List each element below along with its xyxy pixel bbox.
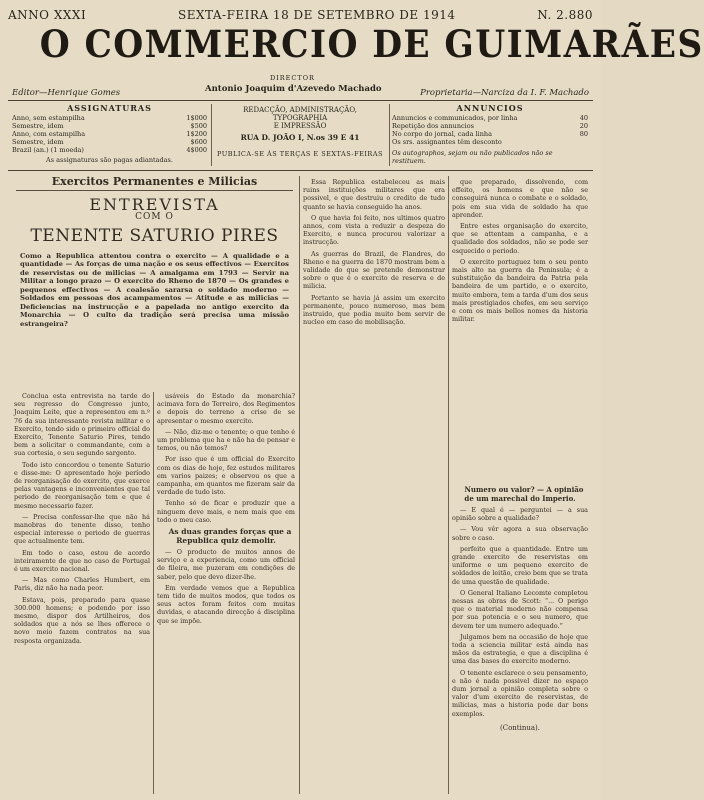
paragraph: Tenho só de ficar e produzir que a ninguem deve mais, e nem mais que em todo o meu caso. — [157, 499, 295, 524]
list-item: Anno, sem estampilha 1$000 — [12, 114, 207, 122]
list-item: Annuncios e communicados, por linha 40 — [392, 114, 588, 122]
paragraph: — Precisa confessar-lhe que não há manobras do tenente disso, tenho especial interesse o periodo de guerras que actualmente tem. — [14, 512, 150, 546]
paragraph: Estava, pois, preparado para quase 300.000 homens; e podendo por isso mesmo, dispor dos Artilheiros, dos soldados que a nós se lhes offerece o novo meio fazem contratos na sua resposta organizada. — [14, 595, 150, 645]
divider-rule — [8, 170, 593, 171]
paragraph: Em verdade vemos que a Republica tem tido de muitos modos, que todos os seus actos foram feitos com muitas duvidas, e atacando direcção á disciplina que se impõe. — [157, 583, 295, 625]
office-title: REDACÇÃO, ADMINISTRAÇÃO, TYPOGRAPHIA — [243, 106, 357, 122]
subsection-heading: Numero ou valor? — A opinião de um marechal do Imperio. — [464, 485, 584, 503]
paragraph: Em todo o caso, estou de acordo inteiramente de que no caso de Portugal é um exercito nacional. — [14, 548, 150, 574]
list-item: Repetição dos annuncios 20 — [392, 122, 588, 130]
list-item: Semestre, idem $600 — [12, 138, 207, 146]
paragraph: que preparado, dissolvendo, com effeito, os homens e que não se conseguirá nunca o combate e o soldado, pois em sua vida de soldado ha que aprender. — [452, 178, 588, 219]
masthead-credits — [0, 72, 601, 100]
paragraph: O General Italiano Lecomte completou nessas as obras de Scott: “... O perigo que o material moderno não compensa por sua potencia e o seu numero, que devem ter um numero adequado.” — [452, 588, 588, 630]
owner-credit: Proprietaria—Narciza da I. F. Machado — [420, 88, 589, 98]
list-item: Os srs. assignantes têm desconto — [392, 138, 502, 146]
issue-number: N. 2.880 — [537, 8, 593, 22]
article-with: COM O — [135, 212, 174, 223]
section-rule — [16, 190, 293, 191]
advertising-note: Os autographos, sejam ou não publicados não se restituem. — [392, 149, 553, 165]
article-column-1 — [14, 392, 150, 796]
subsection-heading: As duas grandes forças que a Republica quiz demolir. — [168, 527, 292, 546]
paragraph: Todo isto concordou o tenente Saturio e disse-me: O apresentado hoje período de reorganisação do exercito, que exerce pelas vantagens e inconvenientes que tal periodo de reorganisação tem e que é mesmo necessario fazer. — [14, 460, 150, 510]
article-column-4 — [452, 178, 588, 478]
paragraph: Julgamos bem na occasião de hoje que toda a sciencia militar está ainda nas mãos da estrategia, e que a disciplina é uma das bases do exercito moderno. — [452, 632, 588, 666]
publication-days: PUBLICA-SE ÁS TERÇAS E SEXTAS-FEIRAS — [217, 150, 383, 158]
article-column-5 — [452, 486, 588, 796]
list-item: Brazil (an.) (1 moeda) 4$000 — [12, 146, 207, 154]
section-title: Exercitos Permanentes e Milicias — [51, 175, 258, 188]
column-divider — [448, 176, 449, 794]
paragraph: Portanto se havia já assim um exercito permanente, pouco numeroso, mas bem instruido, que podia muito bem servir de nucleo em caso de mobilisação. — [303, 293, 445, 327]
paragraph: usáveis do Estado da monarchia? acimava fora do Terreiro, dos Regimentos e depois do terreno a crise de se apresentar o mesmo exercito. — [157, 392, 295, 425]
subscriptions-note: As assignaturas são pagas adiantadas. — [46, 156, 173, 164]
office-box — [215, 104, 385, 168]
issue-year: ANNO XXXI — [8, 8, 87, 22]
paragraph: Conclua esta entrevista na tarde do seu regresso do Congresso junto, Joaquim Leite, que a representou em n.º 76 da sua interessante revista militar e o Exercito, tendo sido o primeiro official do Exercito, Tenente Saturio Pires, tendo bem a solicitar o commandante, com a sua cortesia, o seu segundo sargento. — [14, 392, 150, 458]
article-column-2 — [157, 392, 295, 796]
paragraph: — O producto de muitos annos de serviço e a experiencia, como um official de fileira, me puzeram em condições de saber, pelo que devo dizer-lhe. — [157, 548, 295, 581]
office-address: RUA D. JOÃO I, N.os 39 E 41 — [240, 133, 360, 142]
column-divider — [153, 392, 154, 794]
paragraph: — Mas como Charles Humbert, em Paris, diz não ha nada peor. — [14, 576, 150, 593]
advertising-title: ANNUNCIOS — [456, 103, 524, 113]
paragraph: — Vou vêr agora a sua observação sobre o caso. — [452, 525, 588, 542]
list-item: Anno, com estampilha 1$200 — [12, 130, 207, 138]
paragraph: Por isso que é um official do Exercito com os dias de hoje, fez estudos militares em varios paizes; e observou os que a campanha, em quantos me fizeram sair da verdade de tudo isto. — [157, 455, 295, 497]
paragraph: perfeito que a quantidade. Entre um grande exercito de reservistas em uniforme e um pequeno exercito de soldados de leitão, creio bem que se trata de uma questão de qualidade. — [452, 544, 588, 586]
issue-date: SEXTA-FEIRA 18 DE SETEMBRO DE 1914 — [178, 8, 456, 22]
advertising-box — [392, 104, 588, 168]
paragraph: O tenente esclarece o seu pensamento, e não é nada possivel dizer no espaço dum jornal a opinião completa sobre o valor d'um exercito de reservistas, de milicias, mas a historia pode dar bons exemplos. — [452, 668, 588, 718]
column-divider — [389, 104, 390, 166]
column-divider — [211, 104, 212, 166]
list-item: Semestre, idem $500 — [12, 122, 207, 130]
paragraph: — Não, diz-me o tenente; o que tenho é um problema que ha e não ha de pensar e temos, ou não temos? — [157, 427, 295, 453]
article-column-3 — [303, 178, 445, 796]
paragraph: As guerras do Brazil, de Flandres, do Rheno e na guerra de 1870 mostram bem a validade do que se pretende demonstrar sobre o que é o exercito de reserva e de milicia. — [303, 249, 445, 291]
article-kicker: ENTREVISTA — [89, 195, 220, 215]
article-lead: Como a Republica attentou contra o exercito — A qualidade e a quantidade — As forças de uma nação e os seus effectivos — Exercitos de reservistas ou de milicias — A amalgama em 1793 — Servir na Militar a longo prazo — O exercito do Rheno de 1870 — Os grandes e pequenos effectivos — A coalesão sararsa o soldado moderno — Soldados em pessoas dos acampamentos — Atitude e as milicias — Deficiencias na instrucção e a papelada no antigo exercito da Monarchia — O culto da tradição será precisa uma missão estrangeira? — [20, 251, 289, 328]
paragraph: Entre estes organisação do exercito, que se attentam a campanha, e a qualidade dos soldados, não se pode ser esquecido o periodo. — [452, 222, 588, 255]
article-headline: TENENTE SATURIO PIRES — [30, 225, 279, 246]
editor-credit: Editor—Henrique Gomes — [12, 88, 121, 98]
paragraph: O que havia foi feito, nos ultimos quatro annos, com vista a reduzir a despeza do Exercito, e nunca procurou valorizar a instrucção. — [303, 213, 445, 247]
column-divider — [299, 176, 300, 794]
director-name: Antonio Joaquim d'Azevedo Machado — [205, 84, 382, 94]
director-label: DIRECTOR — [270, 74, 315, 82]
list-item: No corpo do jornal, cada linha 80 — [392, 130, 588, 138]
divider-rule — [8, 100, 593, 101]
subscriptions-title: ASSIGNATURAS — [67, 103, 152, 113]
paragraph: — E qual é — perguntei — a sua opinião sobre a qualidade? — [452, 506, 588, 523]
continues-note: (Continua). — [499, 723, 540, 732]
paragraph: Essa Republica estabeleceu as mais ruins instituições militares que era possivel, e que destruiu o credito de tudo quanto se havia conseguido ha anos. — [303, 178, 445, 211]
office-subtitle: E IMPRESSÃO — [273, 122, 327, 130]
subscriptions-box — [12, 104, 207, 168]
masthead-title: O COMMERCIO DE GUIMARÃES — [39, 22, 704, 66]
paragraph: O exercito portuguez tem o seu ponto mais alto na guerra da Peninsula; é a substituição da bandeira da Patria pela bandeira de um partido, e o exercito, muito embora, tem a tarda d'um dos seus mais prestigiados chefes, em seu serviço e com os mais bellos nomes da historia militar. — [452, 257, 588, 324]
